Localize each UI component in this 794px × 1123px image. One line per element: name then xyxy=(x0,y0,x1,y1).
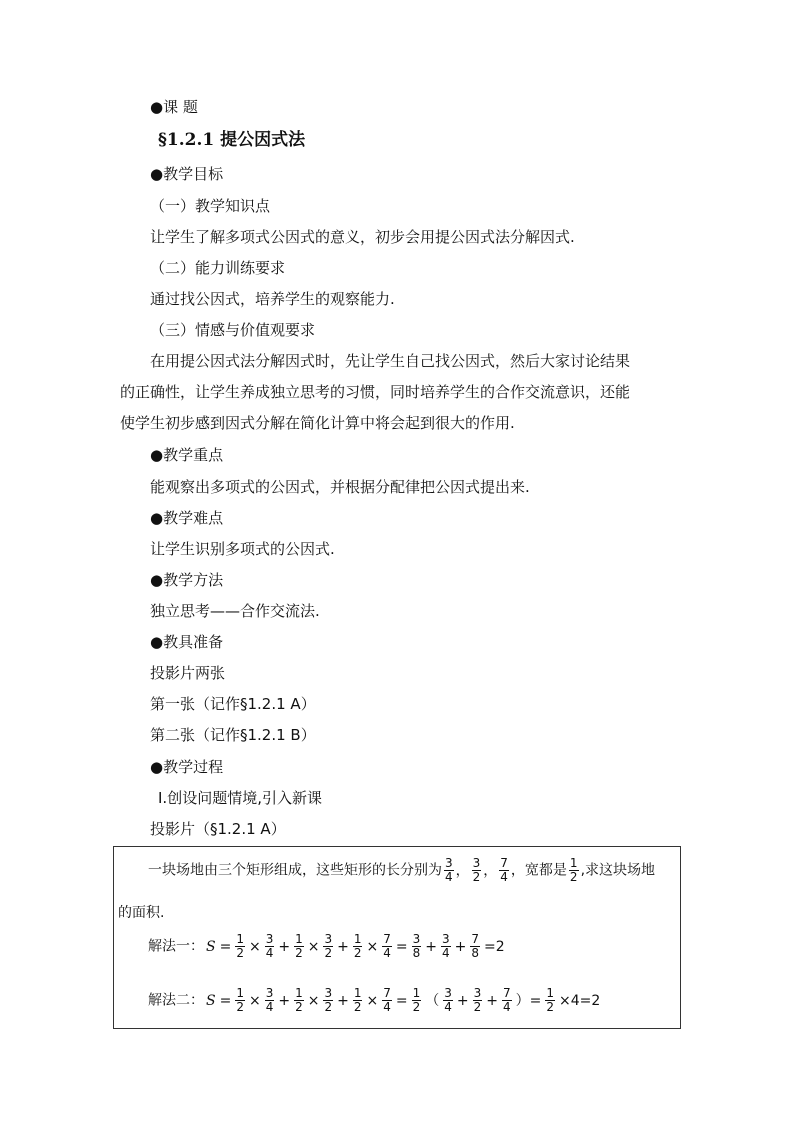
math-symbol: ）= xyxy=(515,992,542,1009)
math-symbol: + xyxy=(337,992,349,1009)
fraction-denominator: 2 xyxy=(473,1000,482,1014)
variable: S xyxy=(206,992,216,1009)
separator: ， xyxy=(455,862,470,879)
fraction-numerator: 3 xyxy=(445,856,453,870)
math-symbol: = xyxy=(219,992,232,1009)
fraction xyxy=(412,987,422,1014)
fraction-numerator: 1 xyxy=(353,932,362,946)
text-line: 独立思考——合作交流法. xyxy=(150,602,320,620)
fraction-numerator: 1 xyxy=(412,986,421,1000)
text-line: 使学生初步感到因式分解在简化计算中将会起到很大的作用. xyxy=(120,414,515,432)
text-line: 通过找公因式，培养学生的观察能力. xyxy=(150,290,395,308)
text-line: ●教学难点 xyxy=(150,509,224,527)
fraction-denominator: 4 xyxy=(500,870,508,884)
fraction-denominator: 4 xyxy=(445,870,453,884)
math-symbol: + xyxy=(337,938,349,955)
text-line: ●课 题 xyxy=(150,98,198,116)
math-symbol: = xyxy=(395,938,408,955)
fraction-denominator: 2 xyxy=(353,946,362,960)
fraction-denominator: 4 xyxy=(383,1000,391,1014)
math-symbol: + xyxy=(425,938,437,955)
text-line: （三）情感与价值观要求 xyxy=(150,321,316,339)
fraction-numerator: 3 xyxy=(265,986,274,1000)
text-line: 能观察出多项式的公因式，并根据分配律把公因式提出来. xyxy=(150,478,530,496)
fraction xyxy=(412,933,422,960)
math-symbol: （ xyxy=(425,992,440,1009)
text-line: 第一张（记作§1.2.1 A） xyxy=(150,695,316,713)
fraction xyxy=(294,987,304,1014)
text-line: ●教学目标 xyxy=(150,165,224,183)
fraction xyxy=(472,857,482,884)
math-symbol: =2 xyxy=(483,938,505,955)
fraction-denominator: 2 xyxy=(546,1000,554,1014)
fraction xyxy=(382,933,392,960)
fraction-denominator: 2 xyxy=(324,1000,333,1014)
math-symbol: × xyxy=(366,938,379,955)
problem-line-1 xyxy=(148,857,655,884)
fraction-numerator: 3 xyxy=(441,932,450,946)
fraction-numerator: 3 xyxy=(473,986,482,1000)
fraction-numerator: 1 xyxy=(353,986,362,1000)
fraction xyxy=(382,987,392,1014)
solution-1 xyxy=(148,933,507,960)
math-symbol: × xyxy=(248,992,261,1009)
problem-intro: 一块场地由三个矩形组成，这些矩形的长分别为 xyxy=(148,862,442,879)
fraction xyxy=(444,857,454,884)
fraction-denominator: 4 xyxy=(265,1000,274,1014)
text-line: 在用提公因式法分解因式时，先让学生自己找公因式，然后大家讨论结果 xyxy=(150,352,631,370)
fraction xyxy=(265,933,275,960)
fraction-denominator: 4 xyxy=(444,1000,452,1014)
fraction-denominator: 2 xyxy=(236,946,244,960)
math-symbol: × xyxy=(307,938,320,955)
text-line: ●教学过程 xyxy=(150,758,224,776)
fraction xyxy=(443,987,453,1014)
fraction-denominator: 8 xyxy=(412,946,421,960)
fraction-denominator: 2 xyxy=(569,870,578,884)
fraction-numerator: 3 xyxy=(472,856,481,870)
fraction-denominator: 2 xyxy=(472,870,481,884)
math-symbol: + xyxy=(278,992,291,1009)
text-line: ●教学重点 xyxy=(150,446,224,464)
fraction-denominator: 2 xyxy=(353,1000,362,1014)
text-line: 投影片两张 xyxy=(150,664,226,682)
text-line: 的正确性，让学生养成独立思考的习惯，同时培养学生的合作交流意识，还能 xyxy=(120,383,631,401)
problem-line-2: 的面积. xyxy=(118,905,165,921)
projection-box xyxy=(113,846,681,1029)
fraction-denominator: 4 xyxy=(441,946,450,960)
math-symbol: + xyxy=(454,938,467,955)
fraction-numerator: 3 xyxy=(412,932,421,946)
text-line: 让学生了解多项式公因式的意义，初步会用提公因式法分解因式. xyxy=(150,228,575,246)
fraction-numerator: 3 xyxy=(324,986,333,1000)
math-symbol: + xyxy=(456,992,469,1009)
fraction xyxy=(499,857,509,884)
fraction-denominator: 4 xyxy=(383,946,391,960)
text-line: （一）教学知识点 xyxy=(150,197,271,215)
fraction xyxy=(323,933,333,960)
fraction-numerator: 7 xyxy=(502,986,511,1000)
solution-2-label: 解法二： xyxy=(148,992,204,1009)
fraction xyxy=(323,987,333,1014)
fraction xyxy=(353,933,363,960)
fraction-numerator: 3 xyxy=(324,932,333,946)
fraction-numerator: 1 xyxy=(236,986,244,1000)
fraction-numerator: 1 xyxy=(236,932,244,946)
math-symbol: × xyxy=(248,938,261,955)
variable: S xyxy=(206,938,216,955)
fraction-denominator: 2 xyxy=(295,946,303,960)
fraction-denominator: 8 xyxy=(471,946,479,960)
fraction-numerator: 7 xyxy=(500,856,508,870)
fraction xyxy=(235,987,245,1014)
fraction xyxy=(235,933,245,960)
fraction xyxy=(473,987,483,1014)
fraction xyxy=(265,987,275,1014)
fraction xyxy=(441,933,451,960)
separator: ， xyxy=(483,862,498,879)
math-symbol: × xyxy=(307,992,320,1009)
fraction-numerator: 1 xyxy=(295,986,303,1000)
fraction-numerator: 1 xyxy=(569,856,578,870)
problem-width-label: ，宽都是 xyxy=(510,862,567,879)
fraction-numerator: 3 xyxy=(444,986,452,1000)
math-symbol: ×4=2 xyxy=(558,992,601,1009)
text-line: 第二张（记作§1.2.1 B） xyxy=(150,726,316,744)
text-line: ●教学方法 xyxy=(150,571,224,589)
text-line: （二）能力训练要求 xyxy=(150,259,286,277)
fraction-denominator: 4 xyxy=(265,946,274,960)
fraction-denominator: 2 xyxy=(324,946,333,960)
fraction-numerator: 7 xyxy=(471,932,479,946)
lesson-title: §1.2.1 提公因式法 xyxy=(158,130,306,150)
fraction-denominator: 2 xyxy=(236,1000,244,1014)
text-line: 让学生识别多项式的公因式. xyxy=(150,540,335,558)
fraction-denominator: 4 xyxy=(502,1000,511,1014)
fraction-denominator: 2 xyxy=(412,1000,421,1014)
fraction-denominator: 2 xyxy=(295,1000,303,1014)
fraction-numerator: 3 xyxy=(265,932,274,946)
math-symbol: = xyxy=(395,992,408,1009)
solution-1-label: 解法一： xyxy=(148,938,204,955)
fraction-numerator: 7 xyxy=(383,986,391,1000)
fraction-numerator: 1 xyxy=(295,932,303,946)
solution-2 xyxy=(148,987,602,1014)
problem-suffix: ,求这块场地 xyxy=(580,862,656,879)
math-symbol: × xyxy=(366,992,379,1009)
text-line: Ⅰ.创设问题情境,引入新课 xyxy=(158,789,322,807)
fraction xyxy=(294,933,304,960)
fraction-numerator: 1 xyxy=(546,986,554,1000)
math-symbol: = xyxy=(219,938,232,955)
fraction xyxy=(502,987,512,1014)
text-line: ●教具准备 xyxy=(150,633,224,651)
fraction-numerator: 7 xyxy=(383,932,391,946)
fraction xyxy=(569,857,579,884)
fraction xyxy=(353,987,363,1014)
math-symbol: + xyxy=(278,938,291,955)
math-symbol: + xyxy=(486,992,498,1009)
fraction xyxy=(545,987,555,1014)
text-line: 投影片（§1.2.1 A） xyxy=(150,820,286,838)
fraction xyxy=(470,933,480,960)
